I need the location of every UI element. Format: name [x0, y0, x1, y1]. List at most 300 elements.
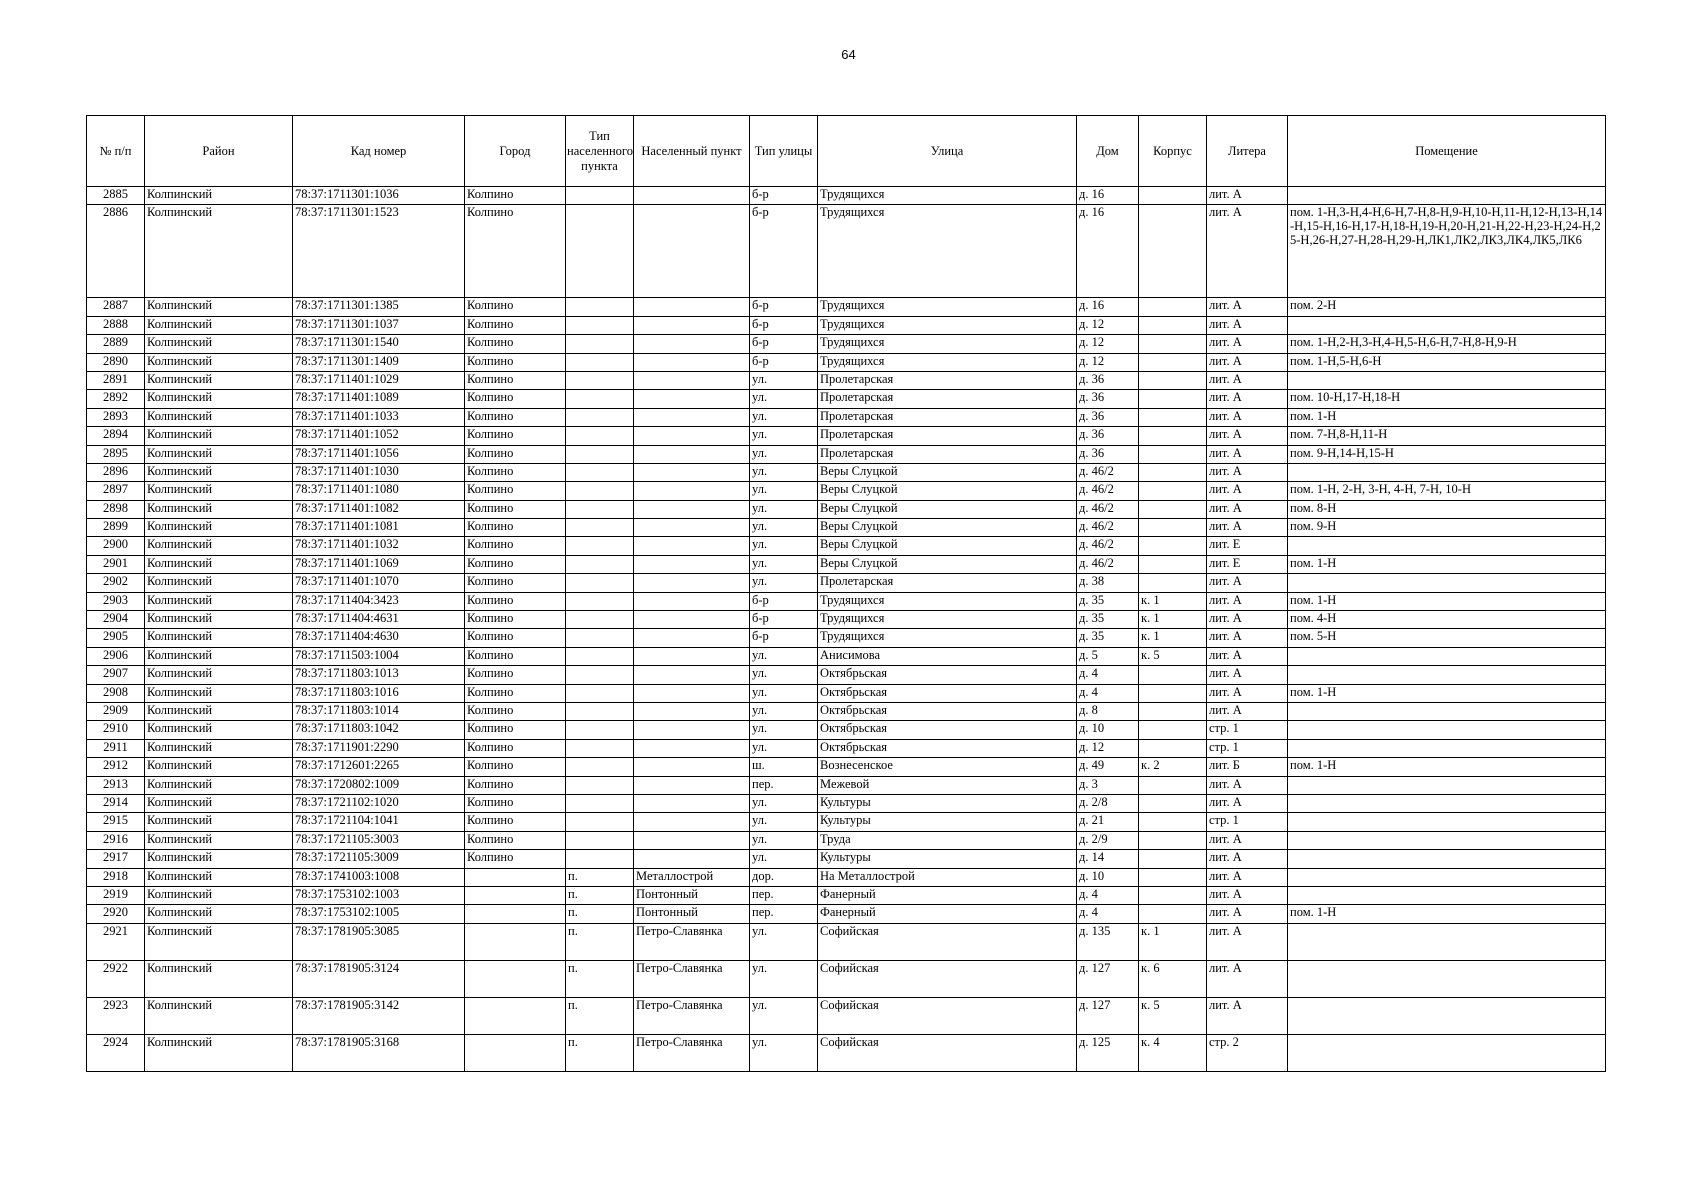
cell-district: Колпинский: [145, 776, 293, 794]
cell-letter: лит. А: [1207, 482, 1288, 500]
cell-street: Веры Слуцкой: [818, 500, 1077, 518]
cell-street: На Металлострой: [818, 868, 1077, 886]
cell-district: Колпинский: [145, 886, 293, 904]
cell-cadastral-number: 78:37:1711401:1069: [293, 555, 465, 573]
cell-building: к. 5: [1139, 997, 1207, 1034]
cell-street-type: ул.: [750, 463, 818, 481]
table-row: [87, 519, 1606, 537]
cell-cadastral-number: 78:37:1712601:2265: [293, 758, 465, 776]
table-row: [87, 574, 1606, 592]
cell-settlement-type: [566, 500, 634, 518]
cell-building: [1139, 868, 1207, 886]
cell-city: Колпино: [465, 187, 566, 205]
cell-house: д. 12: [1077, 316, 1139, 334]
table-header-row: [87, 116, 1606, 187]
cell-street-type: б-р: [750, 629, 818, 647]
cell-district: Колпинский: [145, 647, 293, 665]
cell-premises: [1288, 702, 1606, 720]
cell-building: [1139, 427, 1207, 445]
cell-settlement: [634, 684, 750, 702]
cell-settlement: Петро-Славянка: [634, 923, 750, 960]
cell-settlement: Петро-Славянка: [634, 1034, 750, 1071]
cell-letter: лит. А: [1207, 850, 1288, 868]
cell-house: д. 36: [1077, 408, 1139, 426]
cell-street: Фанерный: [818, 886, 1077, 904]
cell-premises: пом. 9-Н: [1288, 519, 1606, 537]
cell-row-number: 2887: [87, 298, 145, 316]
cell-cadastral-number: 78:37:1711401:1052: [293, 427, 465, 445]
cell-street: Софийская: [818, 1034, 1077, 1071]
page-number: 64: [841, 47, 856, 62]
cell-cadastral-number: 78:37:1711404:4630: [293, 629, 465, 647]
cell-letter: лит. А: [1207, 463, 1288, 481]
cell-row-number: 2901: [87, 555, 145, 573]
table-row: [87, 500, 1606, 518]
cell-settlement-type: [566, 813, 634, 831]
cell-row-number: 2921: [87, 923, 145, 960]
cell-street-type: б-р: [750, 611, 818, 629]
cell-cadastral-number: 78:37:1781905:3124: [293, 960, 465, 997]
cell-premises: пом. 1-Н,3-Н,4-Н,6-Н,7-Н,8-Н,9-Н,10-Н,11-Н,12-Н,13-Н,14-Н,15-Н,16-Н,17-Н,18-Н,19-Н,20-Н,21-Н,22-Н,23-Н,24-Н,25-Н,26-Н,27-Н,28-Н,29-Н,ЛК1,ЛК2,ЛК3,ЛК4,ЛК5,ЛК6: [1288, 205, 1606, 298]
cell-building: [1139, 335, 1207, 353]
cell-city: Колпино: [465, 758, 566, 776]
cell-premises: [1288, 371, 1606, 389]
cell-street: Труда: [818, 831, 1077, 849]
cell-city: Колпино: [465, 408, 566, 426]
cell-district: Колпинский: [145, 629, 293, 647]
cell-street-type: ул.: [750, 684, 818, 702]
cell-street: Трудящихся: [818, 335, 1077, 353]
cell-settlement-type: [566, 353, 634, 371]
cell-settlement: [634, 813, 750, 831]
cell-letter: лит. А: [1207, 776, 1288, 794]
table-row: [87, 592, 1606, 610]
cell-street-type: ул.: [750, 390, 818, 408]
cell-district: Колпинский: [145, 537, 293, 555]
cell-cadastral-number: 78:37:1711401:1056: [293, 445, 465, 463]
cell-building: [1139, 721, 1207, 739]
cell-letter: лит. А: [1207, 574, 1288, 592]
cell-city: Колпино: [465, 647, 566, 665]
cell-house: д. 2/8: [1077, 794, 1139, 812]
cell-street-type: ул.: [750, 555, 818, 573]
cell-row-number: 2895: [87, 445, 145, 463]
cell-premises: пом. 1-Н: [1288, 758, 1606, 776]
table-row: [87, 997, 1606, 1034]
cell-settlement: [634, 371, 750, 389]
cell-row-number: 2912: [87, 758, 145, 776]
cell-building: [1139, 666, 1207, 684]
cell-settlement-type: [566, 408, 634, 426]
cell-premises: [1288, 850, 1606, 868]
cell-street-type: дор.: [750, 868, 818, 886]
cell-letter: лит. А: [1207, 629, 1288, 647]
cell-premises: [1288, 1034, 1606, 1071]
cell-city: Колпино: [465, 739, 566, 757]
cell-settlement-type: [566, 519, 634, 537]
cell-settlement-type: [566, 482, 634, 500]
cell-settlement-type: [566, 611, 634, 629]
table-row: [87, 463, 1606, 481]
cell-settlement: [634, 611, 750, 629]
header-number: № п/п: [87, 116, 145, 187]
cell-cadastral-number: 78:37:1781905:3142: [293, 997, 465, 1034]
table-row: [87, 721, 1606, 739]
cell-street-type: б-р: [750, 298, 818, 316]
cell-house: д. 10: [1077, 868, 1139, 886]
cell-street: Фанерный: [818, 905, 1077, 923]
cell-house: д. 14: [1077, 850, 1139, 868]
cell-street-type: ул.: [750, 850, 818, 868]
cell-cadastral-number: 78:37:1711401:1033: [293, 408, 465, 426]
cell-street-type: ул.: [750, 923, 818, 960]
cell-street: Трудящихся: [818, 592, 1077, 610]
cell-house: д. 12: [1077, 353, 1139, 371]
cell-district: Колпинский: [145, 408, 293, 426]
cell-city: Колпино: [465, 371, 566, 389]
cell-city: Колпино: [465, 482, 566, 500]
cell-building: к. 2: [1139, 758, 1207, 776]
cell-settlement: [634, 537, 750, 555]
cell-letter: лит. А: [1207, 187, 1288, 205]
cell-street-type: ул.: [750, 482, 818, 500]
cell-building: к. 1: [1139, 592, 1207, 610]
cell-settlement: [634, 758, 750, 776]
cell-district: Колпинский: [145, 500, 293, 518]
cell-cadastral-number: 78:37:1753102:1003: [293, 886, 465, 904]
cell-building: [1139, 684, 1207, 702]
table-row: [87, 408, 1606, 426]
cell-street: Пролетарская: [818, 390, 1077, 408]
cell-building: к. 1: [1139, 923, 1207, 960]
cell-street: Пролетарская: [818, 408, 1077, 426]
cell-street-type: ул.: [750, 647, 818, 665]
table-row: [87, 445, 1606, 463]
table-row: [87, 813, 1606, 831]
cell-house: д. 16: [1077, 205, 1139, 298]
cell-street-type: пер.: [750, 905, 818, 923]
cell-premises: [1288, 776, 1606, 794]
cell-premises: [1288, 868, 1606, 886]
cell-street-type: ул.: [750, 739, 818, 757]
cell-letter: лит. А: [1207, 316, 1288, 334]
header-premises: Помещение: [1288, 116, 1606, 187]
cell-letter: лит. Е: [1207, 537, 1288, 555]
cell-premises: [1288, 794, 1606, 812]
cell-street: Трудящихся: [818, 298, 1077, 316]
cell-street-type: б-р: [750, 353, 818, 371]
cell-building: [1139, 187, 1207, 205]
table-row: [87, 482, 1606, 500]
cell-city: [465, 960, 566, 997]
cell-house: д. 125: [1077, 1034, 1139, 1071]
cell-premises: [1288, 187, 1606, 205]
cell-house: д. 16: [1077, 298, 1139, 316]
cell-street-type: ул.: [750, 721, 818, 739]
cell-city: Колпино: [465, 445, 566, 463]
cell-street: Трудящихся: [818, 611, 1077, 629]
cell-settlement-type: п.: [566, 1034, 634, 1071]
cell-row-number: 2894: [87, 427, 145, 445]
cell-settlement: [634, 427, 750, 445]
cell-settlement-type: [566, 555, 634, 573]
cell-street-type: ул.: [750, 813, 818, 831]
cell-settlement: [634, 666, 750, 684]
cell-city: [465, 1034, 566, 1071]
cell-street-type: пер.: [750, 776, 818, 794]
table-body: [87, 187, 1606, 1072]
cell-building: [1139, 463, 1207, 481]
cell-settlement: [634, 850, 750, 868]
cell-row-number: 2924: [87, 1034, 145, 1071]
cell-settlement: [634, 519, 750, 537]
cell-street-type: б-р: [750, 316, 818, 334]
cell-building: [1139, 537, 1207, 555]
cell-settlement: Понтонный: [634, 886, 750, 904]
cell-building: [1139, 482, 1207, 500]
cell-letter: лит. А: [1207, 298, 1288, 316]
cell-premises: [1288, 739, 1606, 757]
cell-row-number: 2905: [87, 629, 145, 647]
cell-building: к. 1: [1139, 611, 1207, 629]
cell-letter: лит. А: [1207, 868, 1288, 886]
table-row: [87, 353, 1606, 371]
cell-premises: пом. 1-Н: [1288, 684, 1606, 702]
cell-street-type: ул.: [750, 702, 818, 720]
cell-premises: пом. 1-Н: [1288, 905, 1606, 923]
cell-building: к. 6: [1139, 960, 1207, 997]
cell-building: к. 4: [1139, 1034, 1207, 1071]
cell-row-number: 2919: [87, 886, 145, 904]
cell-building: [1139, 408, 1207, 426]
cell-row-number: 2889: [87, 335, 145, 353]
cell-street-type: б-р: [750, 592, 818, 610]
cell-building: [1139, 794, 1207, 812]
cell-building: [1139, 519, 1207, 537]
cell-cadastral-number: 78:37:1711301:1409: [293, 353, 465, 371]
cell-letter: лит. А: [1207, 666, 1288, 684]
cell-premises: пом. 1-Н: [1288, 555, 1606, 573]
cell-house: д. 35: [1077, 629, 1139, 647]
cell-row-number: 2911: [87, 739, 145, 757]
table-row: [87, 923, 1606, 960]
cell-letter: лит. А: [1207, 519, 1288, 537]
cell-cadastral-number: 78:37:1711803:1016: [293, 684, 465, 702]
cell-street: Трудящихся: [818, 316, 1077, 334]
cell-row-number: 2904: [87, 611, 145, 629]
header-house: Дом: [1077, 116, 1139, 187]
cell-street-type: б-р: [750, 187, 818, 205]
cell-settlement: [634, 794, 750, 812]
header-settlement-type: Тип населенного пункта: [566, 116, 634, 187]
cell-street: Трудящихся: [818, 629, 1077, 647]
cell-cadastral-number: 78:37:1711401:1080: [293, 482, 465, 500]
cell-cadastral-number: 78:37:1711404:3423: [293, 592, 465, 610]
cell-house: д. 12: [1077, 739, 1139, 757]
cell-district: Колпинский: [145, 666, 293, 684]
cell-district: Колпинский: [145, 353, 293, 371]
cell-settlement: [634, 390, 750, 408]
cell-district: Колпинский: [145, 868, 293, 886]
cell-house: д. 10: [1077, 721, 1139, 739]
cell-house: д. 8: [1077, 702, 1139, 720]
cell-row-number: 2907: [87, 666, 145, 684]
cell-row-number: 2900: [87, 537, 145, 555]
table-row: [87, 555, 1606, 573]
cell-building: к. 1: [1139, 629, 1207, 647]
cell-cadastral-number: 78:37:1711503:1004: [293, 647, 465, 665]
cell-cadastral-number: 78:37:1711301:1037: [293, 316, 465, 334]
cell-district: Колпинский: [145, 684, 293, 702]
cell-settlement-type: [566, 574, 634, 592]
cell-premises: пом. 1-Н: [1288, 592, 1606, 610]
header-street: Улица: [818, 116, 1077, 187]
cell-street: Октябрьская: [818, 702, 1077, 720]
cell-house: д. 4: [1077, 666, 1139, 684]
cell-street: Софийская: [818, 960, 1077, 997]
header-street-type: Тип улицы: [750, 116, 818, 187]
table-row: [87, 187, 1606, 205]
cell-building: [1139, 886, 1207, 904]
cell-city: Колпино: [465, 592, 566, 610]
cell-settlement-type: п.: [566, 905, 634, 923]
cell-settlement-type: [566, 537, 634, 555]
cell-district: Колпинский: [145, 463, 293, 481]
cell-letter: лит. А: [1207, 205, 1288, 298]
cell-house: д. 16: [1077, 187, 1139, 205]
cell-house: д. 21: [1077, 813, 1139, 831]
cell-city: Колпино: [465, 427, 566, 445]
cell-city: [465, 868, 566, 886]
cell-premises: [1288, 721, 1606, 739]
cell-settlement-type: [566, 739, 634, 757]
cell-settlement-type: п.: [566, 997, 634, 1034]
cell-street-type: ул.: [750, 427, 818, 445]
cell-row-number: 2917: [87, 850, 145, 868]
cell-settlement-type: [566, 445, 634, 463]
cell-row-number: 2888: [87, 316, 145, 334]
cell-street: Октябрьская: [818, 684, 1077, 702]
cell-building: [1139, 555, 1207, 573]
cell-settlement: [634, 555, 750, 573]
cell-street: Межевой: [818, 776, 1077, 794]
table-row: [87, 960, 1606, 997]
header-cadastral-number: Кад номер: [293, 116, 465, 187]
cell-row-number: 2923: [87, 997, 145, 1034]
cell-house: д. 36: [1077, 427, 1139, 445]
cell-settlement-type: [566, 850, 634, 868]
cell-city: [465, 886, 566, 904]
cell-settlement-type: [566, 427, 634, 445]
cell-settlement-type: [566, 794, 634, 812]
cell-settlement: [634, 500, 750, 518]
header-letter: Литера: [1207, 116, 1288, 187]
cell-city: Колпино: [465, 794, 566, 812]
cell-row-number: 2893: [87, 408, 145, 426]
cell-street: Культуры: [818, 813, 1077, 831]
cell-house: д. 127: [1077, 960, 1139, 997]
cell-building: к. 5: [1139, 647, 1207, 665]
table-row: [87, 684, 1606, 702]
cell-district: Колпинский: [145, 850, 293, 868]
cell-city: Колпино: [465, 335, 566, 353]
table-row: [87, 831, 1606, 849]
cell-street-type: ул.: [750, 997, 818, 1034]
cell-settlement-type: [566, 831, 634, 849]
cell-street-type: б-р: [750, 205, 818, 298]
cell-cadastral-number: 78:37:1711401:1032: [293, 537, 465, 555]
cell-district: Колпинский: [145, 390, 293, 408]
cell-district: Колпинский: [145, 997, 293, 1034]
cell-district: Колпинский: [145, 316, 293, 334]
cell-building: [1139, 905, 1207, 923]
cell-settlement: [634, 647, 750, 665]
cell-district: Колпинский: [145, 555, 293, 573]
cell-city: Колпино: [465, 666, 566, 684]
cell-house: д. 36: [1077, 390, 1139, 408]
cell-house: д. 12: [1077, 335, 1139, 353]
cell-district: Колпинский: [145, 923, 293, 960]
cell-premises: [1288, 537, 1606, 555]
cell-cadastral-number: 78:37:1711401:1089: [293, 390, 465, 408]
cell-house: д. 46/2: [1077, 519, 1139, 537]
cell-street-type: ул.: [750, 960, 818, 997]
cell-house: д. 38: [1077, 574, 1139, 592]
cell-house: д. 46/2: [1077, 482, 1139, 500]
cell-letter: лит. А: [1207, 611, 1288, 629]
cell-row-number: 2918: [87, 868, 145, 886]
cell-letter: стр. 1: [1207, 813, 1288, 831]
cell-settlement: [634, 739, 750, 757]
cell-premises: пом. 1-Н: [1288, 408, 1606, 426]
cell-cadastral-number: 78:37:1721102:1020: [293, 794, 465, 812]
cell-letter: стр. 1: [1207, 721, 1288, 739]
cell-letter: лит. А: [1207, 408, 1288, 426]
cell-street: Веры Слуцкой: [818, 463, 1077, 481]
cell-street-type: ш.: [750, 758, 818, 776]
header-settlement: Населенный пункт: [634, 116, 750, 187]
table-row: [87, 298, 1606, 316]
cell-row-number: 2899: [87, 519, 145, 537]
cell-letter: лит. А: [1207, 592, 1288, 610]
cell-row-number: 2885: [87, 187, 145, 205]
cell-settlement: Петро-Славянка: [634, 960, 750, 997]
cell-premises: [1288, 831, 1606, 849]
cell-cadastral-number: 78:37:1711803:1042: [293, 721, 465, 739]
cell-city: Колпино: [465, 611, 566, 629]
cell-building: [1139, 298, 1207, 316]
cell-row-number: 2886: [87, 205, 145, 298]
cell-district: Колпинский: [145, 335, 293, 353]
cell-district: Колпинский: [145, 298, 293, 316]
cell-letter: лит. А: [1207, 371, 1288, 389]
cell-premises: [1288, 666, 1606, 684]
table-row: [87, 739, 1606, 757]
cell-settlement-type: [566, 187, 634, 205]
cell-row-number: 2916: [87, 831, 145, 849]
cell-building: [1139, 316, 1207, 334]
cell-street-type: ул.: [750, 519, 818, 537]
cell-letter: лит. А: [1207, 445, 1288, 463]
cell-settlement: Металлострой: [634, 868, 750, 886]
cell-cadastral-number: 78:37:1711803:1013: [293, 666, 465, 684]
cell-letter: лит. А: [1207, 886, 1288, 904]
cell-district: Колпинский: [145, 611, 293, 629]
cell-city: Колпино: [465, 353, 566, 371]
table-row: [87, 427, 1606, 445]
cell-letter: лит. А: [1207, 905, 1288, 923]
cell-settlement-type: [566, 205, 634, 298]
